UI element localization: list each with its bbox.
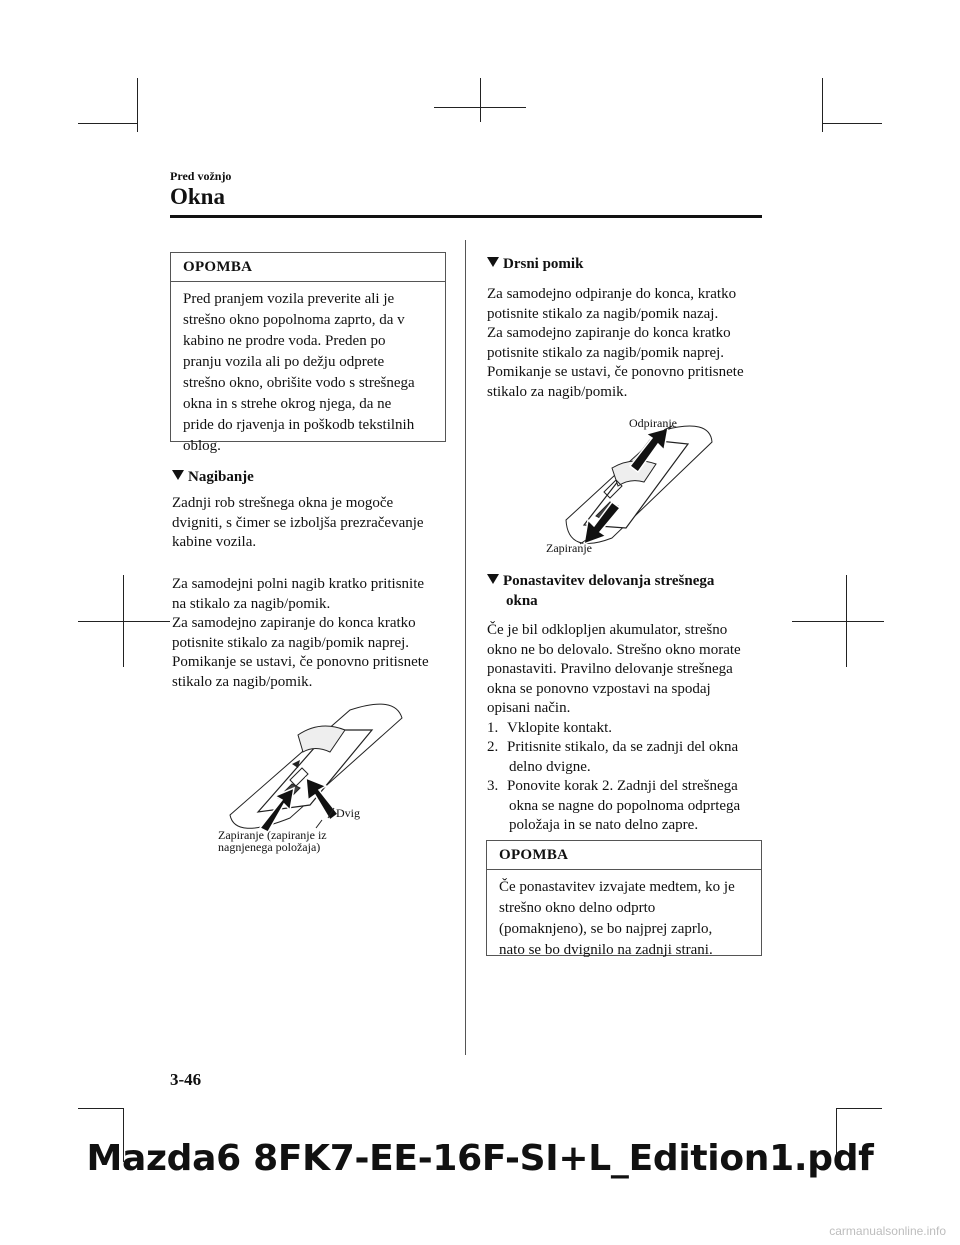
note-line: Če ponastavitev izvajate medtem, ko je	[499, 879, 735, 895]
crop-mark	[78, 123, 138, 124]
list-item: 1. Vklopite kontakt.	[487, 719, 612, 736]
tilt-paragraph-2: Za samodejni polni nagib kratko pritisnite na stikalo za nagib/pomik. Za samodejno zapiranje do konca kratko potisnite stikalo za nagib/pomik naprej. Pomikanje se ustavi, če ponovno pritisnete stikalo za nagib/pomik.	[172, 576, 429, 690]
figure-label-open: Odpiranje	[629, 416, 677, 430]
note-box	[170, 252, 446, 454]
column-divider	[465, 240, 466, 1055]
section-label: Pred vožnjo	[170, 169, 232, 183]
list-item: 3. Ponovite korak 2. Zadnji del strešnega okna se nagne do popolnoma odprtega položaja in se nato delno zapre.	[487, 778, 741, 833]
figure-label-close-slide: Zapiranje	[546, 541, 592, 555]
triangle-bullet-icon	[487, 257, 499, 267]
triangle-bullet-icon	[487, 574, 499, 584]
tilt-paragraph-1: Zadnji rob strešnega okna je mogoče dvigniti, s čimer se izboljša prezračevanje kabine vozila.	[172, 495, 424, 550]
note-line: pranju vozila ali po dežju odprete	[183, 354, 385, 370]
crop-mark	[822, 123, 882, 124]
note-box	[486, 840, 762, 956]
crop-mark	[78, 621, 170, 622]
note-label: OPOMBA	[171, 253, 445, 282]
section-heading-tilt: Nagibanje	[172, 467, 254, 487]
crop-mark	[78, 1108, 124, 1109]
note-line: strešno okno delno odprto	[499, 900, 656, 916]
list-item: 2. Pritisnite stikalo, da se zadnji del okna delno dvigne.	[487, 739, 739, 775]
note-line: kabino ne prodre voda. Preden po	[183, 333, 386, 349]
figure-label-close: Zapiranje (zapiranje iz	[218, 828, 327, 842]
watermark: carmanualsonline.info	[829, 1224, 946, 1238]
note-text	[171, 282, 445, 465]
note-label: OPOMBA	[487, 841, 761, 870]
reset-paragraph: Če je bil odklopljen akumulator, strešno okno ne bo delovalo. Strešno okno morate ponastaviti. Pravilno delovanje strešnega okna se ponovno vzpostavi na spodaj opisani način. 1. Vklopite kontakt. 2. Pritisnite stikalo, da se zadnji del okna delno dvigne. 3. Ponovite korak 2. Zadnji del strešnega okna se nagne do popolnoma odprtega položaja in se nato delno zapre.	[487, 621, 772, 836]
figure-label-up: Dvig	[336, 806, 360, 820]
note-line: oblog.	[183, 438, 221, 454]
note-line: (pomaknjeno), se bo najprej zaprlo,	[499, 921, 713, 937]
crop-mark	[480, 78, 481, 122]
note-text	[487, 870, 761, 969]
section-heading-slide: Drsni pomik	[487, 254, 583, 274]
triangle-bullet-icon	[172, 470, 184, 480]
note-line: nato se bo dvignilo na zadnji strani.	[499, 942, 713, 958]
section-heading-reset: Ponastavitev delovanja strešnega	[487, 571, 714, 591]
crop-mark	[792, 621, 884, 622]
note-line: pride do rjavenja in poškodb tekstilnih	[183, 417, 415, 433]
note-line: strešno okno popolnoma zaprto, da v	[183, 312, 405, 328]
note-line: Pred pranjem vozila preverite ali je	[183, 291, 395, 307]
page-title: Okna	[170, 184, 225, 209]
footer-filename: Mazda6 8FK7-EE-16F-SI+L_Edition1.pdf	[86, 1138, 874, 1179]
section-heading-reset-cont: okna	[506, 593, 538, 609]
note-line: okna in s strehe okrog njega, da ne	[183, 396, 392, 412]
tilt-switch-figure	[220, 700, 410, 840]
slide-switch-figure	[560, 420, 720, 552]
figure-label-close: nagnjenega položaja)	[218, 840, 321, 854]
crop-mark	[836, 1108, 882, 1109]
page-number: 3-46	[170, 1070, 202, 1089]
slide-paragraph: Za samodejno odpiranje do konca, kratko potisnite stikalo za nagib/pomik nazaj. Za samodejno zapiranje do konca kratko potisnite stikalo za nagib/pomik naprej. Pomikanje se ustavi, če ponovno pritisnete stikalo za nagib/pomik.	[487, 286, 744, 400]
note-line: strešno okno, obrišite vodo s strešnega	[183, 375, 415, 391]
header-rule	[170, 215, 762, 218]
